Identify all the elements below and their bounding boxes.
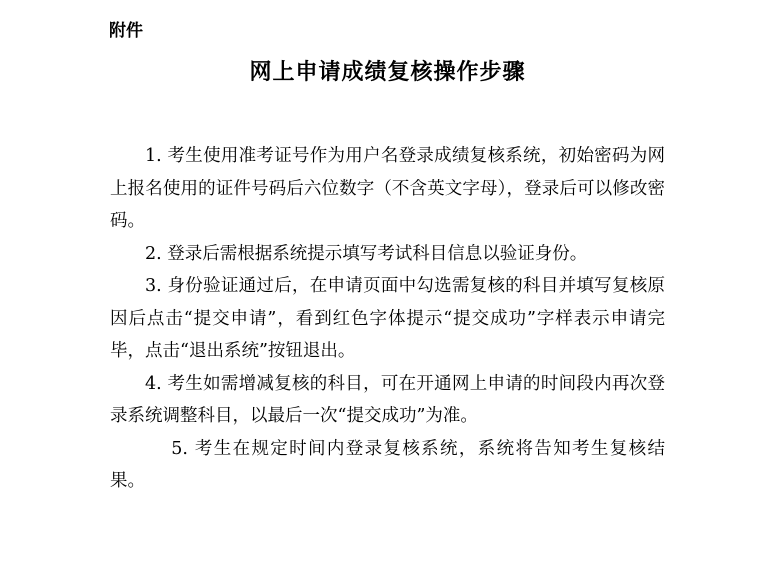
page-title: 网上申请成绩复核操作步骤: [249, 60, 526, 85]
step-item-4: 4. 考生如需增减复核的科目，可在开通网上申请的时间段内再次登录系统调整科目，以最后一次“提交成功”为准。: [110, 373, 665, 426]
step-item-1: 1. 考生使用准考证号作为用户名登录成绩复核系统，初始密码为网上报名使用的证件号码后六位数字（不含英文字母），登录后可以修改密码。: [110, 146, 665, 231]
step-item-5: 5. 考生在规定时间内登录复核系统，系统将告知考生复核结果。: [110, 438, 665, 491]
step-item-3: 3. 身份验证通过后，在申请页面中勾选需复核的科目并填写复核原因后点击“提交申请”，看到红色字体提示“提交成功”字样表示申请完毕，点击“退出系统”按钮退出。: [110, 276, 665, 361]
steps-list: [110, 140, 665, 498]
attachment-label: 附件: [109, 21, 143, 41]
step-item-2: 2. 登录后需根据系统提示填写考试科目信息以验证身份。: [145, 243, 588, 264]
